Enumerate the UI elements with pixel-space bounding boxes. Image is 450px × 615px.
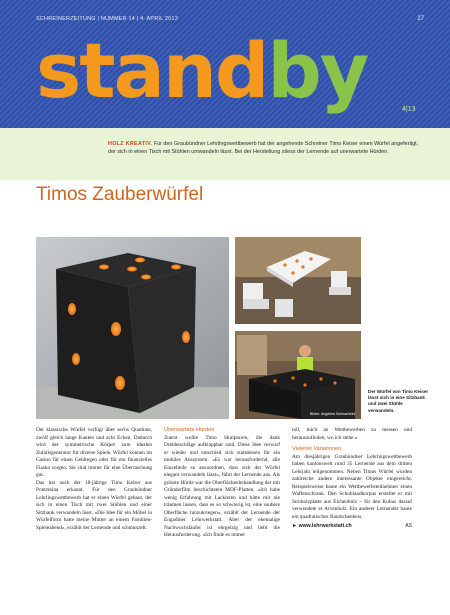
body-column-2: [164, 427, 280, 540]
dice-cube-photo: [36, 237, 229, 419]
body-paragraph: toll, mich an Wettbewerben zu messen und herauszufinden, wo ich stehe.»: [292, 427, 412, 441]
dice-cube-illustration: [36, 237, 229, 419]
web-link-line: [292, 523, 412, 531]
workshop-table-illustration: [235, 237, 361, 324]
body-paragraph: Das hat auch der 18-jährige Timo Keiser aus Pontresina erkannt. Für den Graubündner Lehrlingswettbewerb hat er einen Würfel gebaut, der sich in einen Tisch mit zwei Stühlen und einer Sitzbank verwandeln lässt. «Die Idee für ein Möbel in Würfelform hatte meine Mutter an einem Familien-Spieleabend», erzählt der Lernende und schmunzelt.: [36, 479, 152, 531]
body-paragraph: Der klassische Würfel verfügt über sechs Quadrate, zwölf gleich lange Kanten und acht Ecken. Dadurch wird der symmetrische Körper zum idealen Zufallsgenerator für diverse Spiele. Würfel können im Casino für einen Geldregen oder für ein finanzielles Fiasko sorgen. Sie sind immer für eine Überraschung gut.: [36, 427, 152, 478]
timo-portrait-photo: [235, 331, 361, 419]
publication-meta: SCHREINERZEITUNG | NUMMER 14 | 4. APRIL 2013: [36, 16, 178, 22]
issue-number: 4|13: [402, 106, 416, 113]
body-column-1: [36, 427, 152, 532]
page-number: 27: [417, 16, 424, 22]
photo-credit: Bilder: Angelina Schnarrbühl: [310, 412, 356, 416]
lead-paragraph: [108, 140, 420, 156]
table-chairs-photo: [235, 237, 361, 324]
body-paragraph: Zuerst wollte Timo Skulpturen, die dank Drehbeschläge aufklappbar sind. Diese Idee verwarf er wieder und entschied sich stattdessen für ein mobiles Aussystem. «Es war herausfordernd, alle Einzelteile so anzuordnen, dass sich der Würfel elegant verwandeln lässt», führt der Lernende aus. Als grösste Hürde war die Oberflächenbehandlung der mit Gründerfilm beschichteten MDF-Platten. «Ich habe wenig Erfahrung mit Lackieren und hätte mir nie träumen lassen, dass es so schwierig ist, eine saubere Oberfläche hinzukriegen», erzählt der Lernende der Engadiner Lehrwerkstatt. Aber der ehemalige Nachwuchsläufer ist ehrgeizig und liebt die Herausforderung. «Ich finde es immer: [164, 434, 280, 538]
lead-kicker: HOLZ KREATIV.: [108, 141, 153, 147]
web-link-text: www.lehrwerkstatt.ch: [298, 523, 352, 529]
subheading-variations: Vielerlei Variationen: [292, 446, 342, 452]
lead-text: Für den Graubündner Lehrlingswettbewerb hat der angehende Schreiner Timo Keiser einen Würfel angefertigt, der sich in einen Tisch mit Stühlen umwandeln lässt. Bei der Herstellung stiess der Lernende auf unerwartete Hürden.: [108, 141, 419, 156]
photo-caption: [368, 389, 430, 414]
logo-part-by: by: [267, 26, 368, 115]
timo-with-table-illustration: [235, 331, 361, 419]
article-headline: Timos Zauberwürfel: [36, 184, 204, 205]
body-paragraph: Am diesjährigen Graubündner Lehrlingswettbewerb haben kantonsweit rund 35 Lernende aus dem dritten Lehrjahr teilgenommen. Neben Timos Würfel wurden zahlreiche andere interessante Objekte eingereicht. Beispielsweise baute ein Wettbewerbsteilnehmer einen Waffenschrank. Den Schublandkorpus erstellte er mit Stroholzplatte aus Eichenholz – für den Kubus darauf verwendete er Arvenholz. Ein anderer Lernender baute ein quadratisches Baumchenbeis.: [292, 453, 412, 520]
web-link[interactable]: ► www.lehrwerkstatt.ch: [292, 523, 352, 529]
body-column-3: [292, 427, 412, 531]
caption-text: Der Würfel von Timo Keiser lässt sich in eine Sitzbank und zwei Stühle verwandeln.: [368, 389, 429, 413]
masthead-band: [0, 0, 450, 128]
subheading-hurdles: Unerwartete Hürden: [164, 427, 215, 433]
logo-part-stand: stand: [36, 26, 268, 115]
standby-logo: [36, 26, 367, 116]
author-initials: AS: [405, 523, 412, 529]
